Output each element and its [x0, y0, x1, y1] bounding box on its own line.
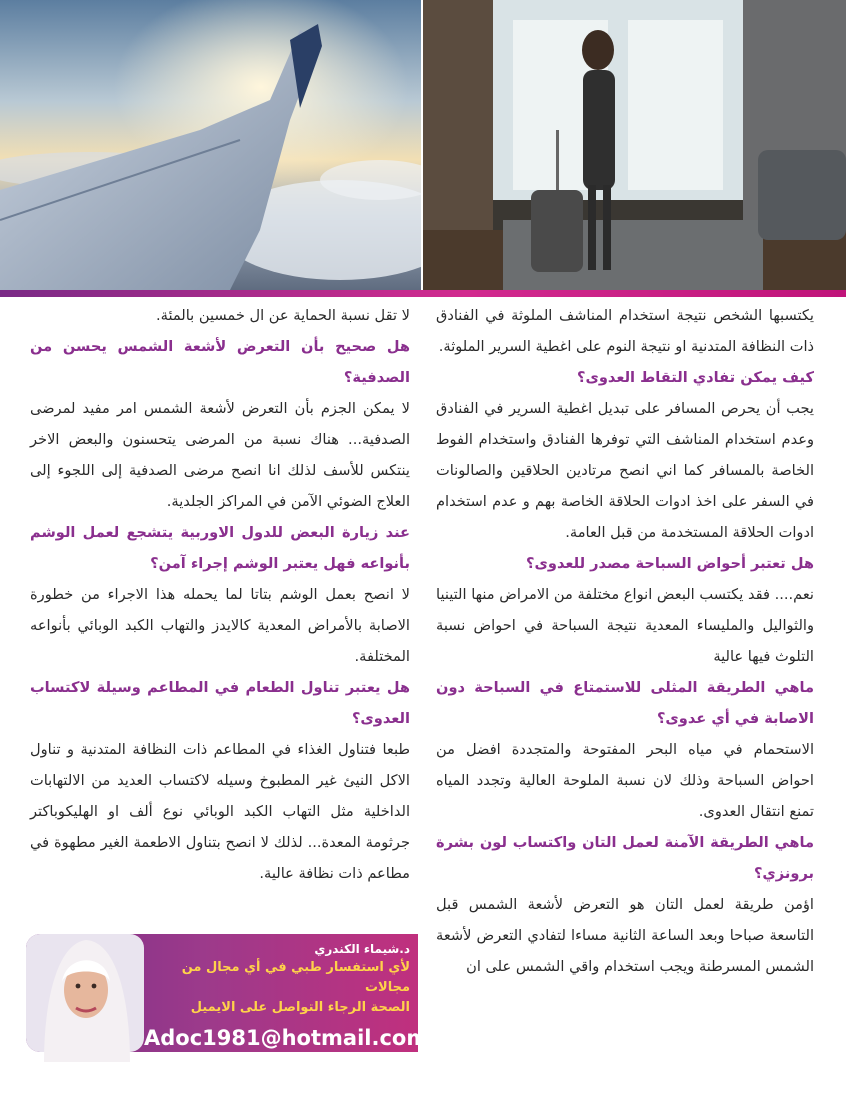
- author-avatar: [26, 924, 144, 1062]
- paragraph: اؤمن طريقة لعمل التان هو التعرض لأشعة الشمس قبل التاسعة صباحا وبعد الساعة الثانية مساءا لتفادي التعرض لأشعة الشمس المسرطنة ويجب استخدام واقي الشمس على ان: [436, 896, 814, 975]
- question-heading: هل يعتبر تناول الطعام في المطاعم وسيلة لاكتساب العدوى؟: [30, 679, 410, 727]
- paragraph: نعم.... فقد يكتسب البعض انواع مختلفة من الامراض منها التينيا والثواليل والمليساء المعدية نتيجة السباحة في احواض نسبة التلوث فيها عالية: [436, 586, 814, 665]
- header-divider: [0, 290, 846, 297]
- paragraph: يكتسبها الشخص نتيجة استخدام المناشف الملوثة في الفنادق ذات النظافة المتدنية او نتيجة النوم على اغطية السرير الملوثة.: [436, 307, 814, 355]
- article-column-right: [436, 300, 814, 982]
- paragraph: يجب أن يحرص المسافر على تبديل اغطية السرير في الفنادق وعدم استخدام المناشف التي توفرها الفنادق واستخدام الفوط الخاصة بالمسافر كما اني انصح مرتادين الحلاقين والصالونات في السفر على اخذ ادوات الحلاقة الخاصة بهم و عدم استخدام ادوات الحلاقة المستخدمة من قبل العامة.: [436, 400, 814, 541]
- paragraph: الاستحمام في مياه البحر المفتوحة والمتجددة افضل من احواض السباحة وذلك لان نسبة الملوحة العالية وتجدد المياه تمنع انتقال العدوى.: [436, 741, 814, 820]
- contact-line-2: الصحة الرجاء التواصل على الايميل: [190, 1000, 410, 1015]
- question-heading: كيف يمكن تفادي التقاط العدوى؟: [577, 369, 814, 386]
- airplane-wing-photo: [0, 0, 421, 290]
- hotel-room-photo: [423, 0, 846, 290]
- question-heading: هل صحيح بأن التعرض لأشعة الشمس يحسن من الصدفية؟: [30, 338, 410, 386]
- paragraph: طبعا فتناول الغذاء في المطاعم ذات النظافة المتدنية و تناول الاكل النيئ غير المطبوخ وسيله لاكتساب العديد من الالتهابات الداخلية مثل التهاب الكبد الوبائي نوع ألف او الهليكوباكتر جرثومة المعدة... لذلك لا انصح بتناول الاطعمة الغير مطهوة في مطاعم ذات نظافة عالية.: [30, 741, 410, 882]
- paragraph: لا تقل نسبة الحماية عن ال خمسين بالمئة.: [155, 307, 410, 324]
- question-heading: هل تعتبر أحواض السباحة مصدر للعدوى؟: [526, 555, 814, 572]
- question-heading: ماهي الطريقة الآمنة لعمل التان واكتساب لون بشرة برونزي؟: [436, 834, 814, 882]
- paragraph: لا يمكن الجزم بأن التعرض لأشعة الشمس امر مفيد لمرضى الصدفية... هناك نسبة من المرضى يتحسنون والبعض الاخر ينتكس للأسف لذلك انا انصح مرضى الصدفية إلى اللجوء إلى العلاج الضوئي الآمن في المراكز الجلدية.: [30, 400, 410, 510]
- author-email: Adoc1981@hotmail.com: [144, 1026, 429, 1050]
- paragraph: لا انصح بعمل الوشم بتاتا لما يحمله هذا الاجراء من خطورة الاصابة بالأمراض المعدية كالايدز والتهاب الكبد الوبائي بأنواعه المختلفة.: [30, 586, 410, 665]
- banner-text: [144, 940, 429, 1054]
- author-contact-banner: [26, 924, 429, 1062]
- contact-line-1: لأي استفسار طبي في أي مجال من مجالات: [181, 960, 410, 995]
- question-heading: عند زيارة البعض للدول الاوربية يتشجع لعمل الوشم بأنواعه فهل يعتبر الوشم إجراء آمن؟: [30, 524, 410, 572]
- question-heading: ماهي الطريقة المثلى للاستمتاع في السباحة دون الاصابة في أي عدوى؟: [436, 679, 814, 727]
- article-column-left: [30, 300, 410, 889]
- author-name: د.شيماء الكندري: [314, 942, 410, 956]
